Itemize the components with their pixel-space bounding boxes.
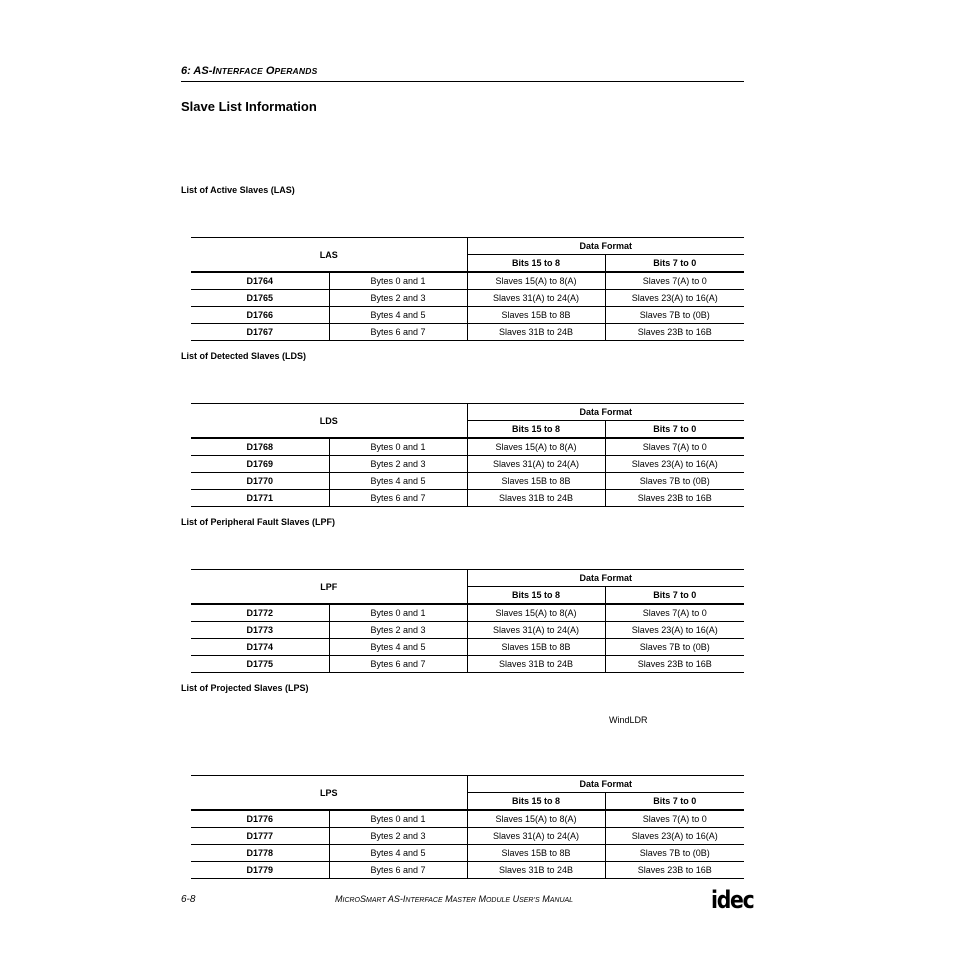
table-cell: Slaves 23B to 16B [605, 324, 744, 341]
table-cell: Bytes 4 and 5 [329, 473, 467, 490]
lps-data-format: Data Format [467, 776, 744, 793]
title-fragment: U [510, 894, 520, 904]
lds-subtitle: List of Detected Slaves (LDS) [181, 351, 307, 361]
las-col-lo: Bits 7 to 0 [605, 255, 744, 273]
table-row [191, 307, 744, 324]
table-row [191, 290, 744, 307]
table-cell: Slaves 23B to 16B [605, 862, 744, 879]
table-cell: D1777 [191, 828, 329, 845]
table-row [191, 490, 744, 507]
table-cell: D1765 [191, 290, 329, 307]
table-row [191, 324, 744, 341]
table-row [191, 604, 744, 622]
table-cell: D1774 [191, 639, 329, 656]
title-fragment: O [262, 65, 275, 77]
lps-name: LPS [191, 776, 467, 811]
table-cell: Bytes 0 and 1 [329, 272, 467, 290]
table-cell: Bytes 6 and 7 [329, 656, 467, 673]
table-cell: Slaves 7B to (0B) [605, 845, 744, 862]
table-cell: Slaves 7B to (0B) [605, 639, 744, 656]
table-cell: Slaves 7(A) to 0 [605, 810, 744, 828]
lds-table [191, 403, 744, 507]
table-cell: Slaves 7B to (0B) [605, 473, 744, 490]
lpf-col-hi: Bits 15 to 8 [467, 587, 605, 605]
table-cell: Slaves 31B to 24B [467, 862, 605, 879]
table-cell: D1776 [191, 810, 329, 828]
table-cell: Slaves 15(A) to 8(A) [467, 272, 605, 290]
table-cell: Slaves 31B to 24B [467, 656, 605, 673]
table-cell: Bytes 4 and 5 [329, 307, 467, 324]
lps-table [191, 775, 744, 879]
title-fragment: AS-I [385, 894, 406, 904]
table-cell: D1773 [191, 622, 329, 639]
table-cell: Slaves 31(A) to 24(A) [467, 622, 605, 639]
las-name: LAS [191, 238, 467, 273]
table-row [191, 845, 744, 862]
title-fragment: SER’S [519, 897, 540, 904]
table-row [191, 810, 744, 828]
title-fragment: ASTER [452, 897, 476, 904]
lds-data-format: Data Format [467, 404, 744, 421]
table-row [191, 862, 744, 879]
title-fragment: NTERFACE [405, 897, 443, 904]
title-fragment: M [335, 894, 343, 904]
lds-col-hi: Bits 15 to 8 [467, 421, 605, 439]
table-cell: Slaves 7(A) to 0 [605, 604, 744, 622]
table-cell: D1767 [191, 324, 329, 341]
table-cell: Slaves 31B to 24B [467, 324, 605, 341]
table-cell: Slaves 23(A) to 16(A) [605, 622, 744, 639]
title-fragment: ICRO [342, 897, 360, 904]
table-cell: Slaves 23B to 16B [605, 656, 744, 673]
table-cell: D1772 [191, 604, 329, 622]
table-cell: D1778 [191, 845, 329, 862]
table-cell: Slaves 15(A) to 8(A) [467, 810, 605, 828]
table-row [191, 456, 744, 473]
table-cell: Slaves 15(A) to 8(A) [467, 438, 605, 456]
title-fragment: MART [366, 897, 386, 904]
table-cell: Slaves 31(A) to 24(A) [467, 290, 605, 307]
page-number: 6-8 [181, 894, 196, 905]
table-row [191, 639, 744, 656]
lps-col-hi: Bits 15 to 8 [467, 793, 605, 811]
table-cell: Slaves 15B to 8B [467, 639, 605, 656]
table-cell: Slaves 31(A) to 24(A) [467, 456, 605, 473]
table-cell: Slaves 15B to 8B [467, 473, 605, 490]
table-row [191, 828, 744, 845]
table-cell: Bytes 4 and 5 [329, 639, 467, 656]
header-rule [181, 81, 744, 82]
table-cell: Slaves 31(A) to 24(A) [467, 828, 605, 845]
title-fragment: I [212, 65, 216, 77]
idec-logo: idec [711, 886, 754, 914]
title-fragment: M [539, 894, 550, 904]
table-cell: Bytes 0 and 1 [329, 810, 467, 828]
table-cell: Bytes 2 and 3 [329, 622, 467, 639]
las-subtitle: List of Active Slaves (LAS) [181, 185, 295, 195]
lpf-data-format: Data Format [467, 570, 744, 587]
manual-title [335, 894, 573, 904]
las-table [191, 237, 744, 341]
table-cell: Slaves 15B to 8B [467, 845, 605, 862]
table-row [191, 622, 744, 639]
section-title: Slave List Information [181, 99, 317, 114]
table-cell: Slaves 23(A) to 16(A) [605, 828, 744, 845]
title-fragment: NTERFACE [215, 66, 263, 76]
table-cell: Slaves 31B to 24B [467, 490, 605, 507]
table-row [191, 473, 744, 490]
table-cell: D1768 [191, 438, 329, 456]
table-cell: Bytes 2 and 3 [329, 290, 467, 307]
table-cell: Bytes 4 and 5 [329, 845, 467, 862]
title-fragment: S [360, 894, 367, 904]
las-col-hi: Bits 15 to 8 [467, 255, 605, 273]
table-row [191, 272, 744, 290]
table-cell: Slaves 15B to 8B [467, 307, 605, 324]
lds-col-lo: Bits 7 to 0 [605, 421, 744, 439]
table-cell: Bytes 2 and 3 [329, 828, 467, 845]
lps-col-lo: Bits 7 to 0 [605, 793, 744, 811]
lpf-name: LPF [191, 570, 467, 605]
table-cell: D1766 [191, 307, 329, 324]
title-fragment: M [475, 894, 486, 904]
title-fragment: 6: AS- [181, 65, 213, 77]
las-data-format: Data Format [467, 238, 744, 255]
table-cell: Bytes 0 and 1 [329, 604, 467, 622]
table-cell: Slaves 7B to (0B) [605, 307, 744, 324]
table-cell: D1764 [191, 272, 329, 290]
table-cell: Bytes 6 and 7 [329, 324, 467, 341]
table-cell: Slaves 23(A) to 16(A) [605, 290, 744, 307]
table-cell: Slaves 7(A) to 0 [605, 438, 744, 456]
table-cell: Slaves 23(A) to 16(A) [605, 456, 744, 473]
table-cell: Bytes 2 and 3 [329, 456, 467, 473]
table-row [191, 438, 744, 456]
table-cell: D1775 [191, 656, 329, 673]
title-fragment: PERANDS [274, 66, 318, 76]
lpf-subtitle: List of Peripheral Fault Slaves (LPF) [181, 517, 336, 527]
table-cell: Slaves 15(A) to 8(A) [467, 604, 605, 622]
table-cell: Bytes 6 and 7 [329, 490, 467, 507]
table-cell: Slaves 7(A) to 0 [605, 272, 744, 290]
table-row [191, 656, 744, 673]
lpf-col-lo: Bits 7 to 0 [605, 587, 744, 605]
title-fragment: ODULE [485, 897, 511, 904]
table-cell: Slaves 23B to 16B [605, 490, 744, 507]
table-cell: D1769 [191, 456, 329, 473]
lpf-table [191, 569, 744, 673]
table-cell: Bytes 6 and 7 [329, 862, 467, 879]
chapter-header [181, 65, 317, 77]
table-cell: D1779 [191, 862, 329, 879]
lps-subtitle: List of Projected Slaves (LPS) [181, 683, 309, 693]
lds-name: LDS [191, 404, 467, 439]
title-fragment: ANUAL [549, 897, 574, 904]
table-cell: D1771 [191, 490, 329, 507]
windldr-note: WindLDR [609, 715, 648, 725]
table-cell: Bytes 0 and 1 [329, 438, 467, 456]
title-fragment: M [442, 894, 453, 904]
table-cell: D1770 [191, 473, 329, 490]
